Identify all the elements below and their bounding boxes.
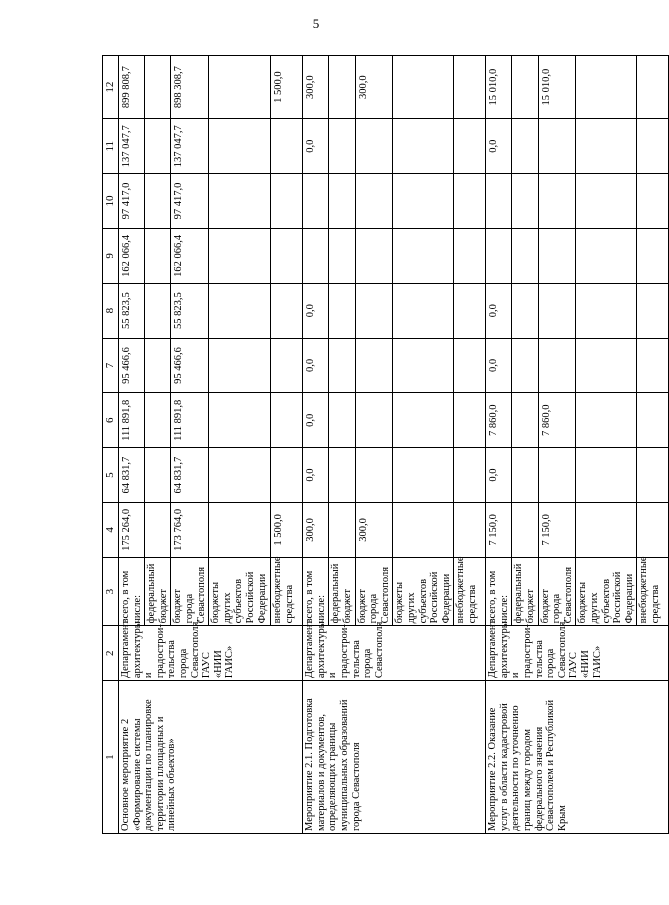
value-cell: 64 831,7 <box>119 448 145 503</box>
header-cell: 7 <box>103 338 119 393</box>
value-cell <box>486 174 512 229</box>
value-cell <box>538 174 576 229</box>
value-cell: 898 308,7 <box>171 56 209 119</box>
value-cell: 173 764,0 <box>171 503 209 558</box>
value-cell <box>271 174 303 229</box>
value-cell <box>637 393 669 448</box>
header-cell: 3 <box>103 557 119 626</box>
value-cell: 300,0 <box>303 503 329 558</box>
value-cell: 7 150,0 <box>486 503 512 558</box>
value-cell <box>271 228 303 283</box>
value-cell <box>512 338 538 393</box>
value-cell <box>637 174 669 229</box>
value-cell <box>538 338 576 393</box>
value-cell <box>303 228 329 283</box>
value-cell: 175 264,0 <box>119 503 145 558</box>
funding-source: бюджет города Севастополя <box>171 557 209 626</box>
value-cell: 0,0 <box>486 338 512 393</box>
value-cell: 0,0 <box>303 393 329 448</box>
header-cell: 2 <box>103 626 119 681</box>
value-cell <box>355 338 393 393</box>
header-cell: 8 <box>103 283 119 338</box>
value-cell: 162 066,4 <box>119 228 145 283</box>
event-name: Основное мероприятие 2 «Формирование системы документации по планировке территории площадных и линейных объектов» <box>119 681 303 834</box>
value-cell <box>329 448 355 503</box>
value-cell <box>576 448 637 503</box>
funding-source: всего, в том числе: <box>119 557 145 626</box>
value-cell: 0,0 <box>486 283 512 338</box>
value-cell: 0,0 <box>303 338 329 393</box>
value-cell: 1 500,0 <box>271 56 303 119</box>
funding-source: внебюджетные средства <box>271 557 303 626</box>
value-cell: 0,0 <box>486 119 512 174</box>
header-cell: 5 <box>103 448 119 503</box>
value-cell <box>209 119 271 174</box>
value-cell: 300,0 <box>355 503 393 558</box>
value-cell <box>271 283 303 338</box>
value-cell <box>454 56 486 119</box>
value-cell <box>355 283 393 338</box>
value-cell: 111 891,8 <box>171 393 209 448</box>
value-cell: 111 891,8 <box>119 393 145 448</box>
event-executor: Департамент архитектуры и градострои-тельства города Севастополя, ГАУС «НИИ ГАИС» <box>486 626 669 681</box>
value-cell <box>454 338 486 393</box>
value-cell <box>271 393 303 448</box>
funding-source: внебюджетные средства <box>637 557 669 626</box>
value-cell <box>576 228 637 283</box>
value-cell <box>271 448 303 503</box>
value-cell: 300,0 <box>303 56 329 119</box>
value-cell <box>145 56 171 119</box>
value-cell <box>512 393 538 448</box>
value-cell <box>393 448 454 503</box>
header-cell: 10 <box>103 174 119 229</box>
value-cell <box>454 174 486 229</box>
value-cell <box>393 174 454 229</box>
header-cell: 1 <box>103 681 119 834</box>
value-cell: 162 066,4 <box>171 228 209 283</box>
value-cell <box>329 338 355 393</box>
value-cell <box>209 228 271 283</box>
value-cell <box>454 393 486 448</box>
value-cell: 0,0 <box>303 119 329 174</box>
value-cell <box>355 228 393 283</box>
table-row <box>119 56 145 834</box>
value-cell <box>355 393 393 448</box>
table-row <box>486 56 512 834</box>
funding-source: бюджеты других субъектов Российской Федерации <box>576 557 637 626</box>
value-cell <box>393 228 454 283</box>
value-cell: 55 823,5 <box>171 283 209 338</box>
value-cell <box>538 448 576 503</box>
value-cell <box>576 338 637 393</box>
value-cell: 899 808,7 <box>119 56 145 119</box>
value-cell <box>512 503 538 558</box>
header-cell: 9 <box>103 228 119 283</box>
value-cell: 0,0 <box>303 283 329 338</box>
value-cell: 95 466,6 <box>171 338 209 393</box>
value-cell <box>454 503 486 558</box>
value-cell: 137 047,7 <box>119 119 145 174</box>
value-cell: 7 150,0 <box>538 503 576 558</box>
value-cell <box>637 338 669 393</box>
value-cell <box>393 56 454 119</box>
funding-source: внебюджетные средства <box>454 557 486 626</box>
value-cell: 300,0 <box>355 56 393 119</box>
value-cell <box>393 338 454 393</box>
value-cell <box>303 174 329 229</box>
budget-table <box>102 55 669 834</box>
table-row <box>303 56 329 834</box>
header-cell: 12 <box>103 56 119 119</box>
value-cell: 95 466,6 <box>119 338 145 393</box>
funding-source: бюджеты других субъектов Российской Федерации <box>209 557 271 626</box>
event-executor: Департамент архитектуры и градострои-тельства города Севастополя <box>303 626 486 681</box>
value-cell <box>209 283 271 338</box>
value-cell <box>145 283 171 338</box>
value-cell: 55 823,5 <box>119 283 145 338</box>
value-cell <box>329 119 355 174</box>
value-cell <box>576 503 637 558</box>
value-cell: 1 500,0 <box>271 503 303 558</box>
value-cell <box>538 283 576 338</box>
header-cell: 4 <box>103 503 119 558</box>
value-cell <box>329 503 355 558</box>
event-executor: Департамент архитектуры и градострои-тельства города Севастополя, ГАУС «НИИ ГАИС» <box>119 626 303 681</box>
value-cell <box>329 174 355 229</box>
value-cell <box>637 228 669 283</box>
value-cell <box>637 503 669 558</box>
value-cell <box>209 393 271 448</box>
value-cell <box>576 393 637 448</box>
value-cell <box>145 393 171 448</box>
value-cell <box>393 503 454 558</box>
value-cell <box>271 338 303 393</box>
value-cell <box>454 448 486 503</box>
value-cell <box>538 228 576 283</box>
value-cell <box>393 119 454 174</box>
header-row <box>103 56 119 834</box>
value-cell <box>454 119 486 174</box>
value-cell <box>209 56 271 119</box>
value-cell <box>454 283 486 338</box>
value-cell <box>393 393 454 448</box>
value-cell <box>355 448 393 503</box>
funding-source: бюджет города Севастополя <box>538 557 576 626</box>
value-cell: 7 860,0 <box>538 393 576 448</box>
value-cell <box>355 119 393 174</box>
funding-source: федеральный бюджет <box>512 557 538 626</box>
value-cell <box>329 393 355 448</box>
value-cell <box>209 338 271 393</box>
value-cell <box>145 174 171 229</box>
value-cell <box>637 119 669 174</box>
header-cell: 6 <box>103 393 119 448</box>
value-cell: 64 831,7 <box>171 448 209 503</box>
value-cell <box>454 228 486 283</box>
value-cell <box>209 174 271 229</box>
value-cell <box>512 119 538 174</box>
value-cell <box>209 448 271 503</box>
value-cell <box>329 283 355 338</box>
value-cell <box>576 174 637 229</box>
funding-source: всего, в том числе: <box>303 557 329 626</box>
funding-source: бюджет города Севастополя <box>355 557 393 626</box>
funding-source: бюджеты других субъектов Российской Федерации <box>393 557 454 626</box>
funding-source: федеральный бюджет <box>329 557 355 626</box>
value-cell <box>145 503 171 558</box>
value-cell: 137 047,7 <box>171 119 209 174</box>
value-cell <box>637 283 669 338</box>
value-cell: 15 010,0 <box>486 56 512 119</box>
value-cell <box>329 228 355 283</box>
value-cell <box>486 228 512 283</box>
event-name: Мероприятие 2.1. Подготовка материалов и документов, определяющих границы муниципальных образований города Севастополя <box>303 681 486 834</box>
value-cell <box>209 503 271 558</box>
value-cell <box>576 119 637 174</box>
value-cell <box>512 448 538 503</box>
event-name: Мероприятие 2.2. Оказание услуг в области кадастровой деятельности по уточнению границ между городом федерального значения Севастополем и Республикой Крым <box>486 681 669 834</box>
value-cell <box>355 174 393 229</box>
value-cell <box>576 56 637 119</box>
value-cell <box>512 283 538 338</box>
value-cell <box>512 174 538 229</box>
value-cell: 15 010,0 <box>538 56 576 119</box>
funding-source: федеральный бюджет <box>145 557 171 626</box>
value-cell <box>329 56 355 119</box>
value-cell <box>576 283 637 338</box>
budget-table-rotated <box>102 55 661 834</box>
value-cell <box>145 448 171 503</box>
value-cell: 0,0 <box>486 448 512 503</box>
value-cell <box>637 448 669 503</box>
value-cell <box>538 119 576 174</box>
header-cell: 11 <box>103 119 119 174</box>
value-cell <box>637 56 669 119</box>
value-cell: 97 417,0 <box>119 174 145 229</box>
value-cell: 97 417,0 <box>171 174 209 229</box>
value-cell <box>512 56 538 119</box>
value-cell <box>145 228 171 283</box>
value-cell: 0,0 <box>303 448 329 503</box>
value-cell: 7 860,0 <box>486 393 512 448</box>
value-cell <box>271 119 303 174</box>
value-cell <box>145 338 171 393</box>
value-cell <box>512 228 538 283</box>
value-cell <box>393 283 454 338</box>
funding-source: всего, в том числе: <box>486 557 512 626</box>
page-number: 5 <box>312 16 320 31</box>
value-cell <box>145 119 171 174</box>
